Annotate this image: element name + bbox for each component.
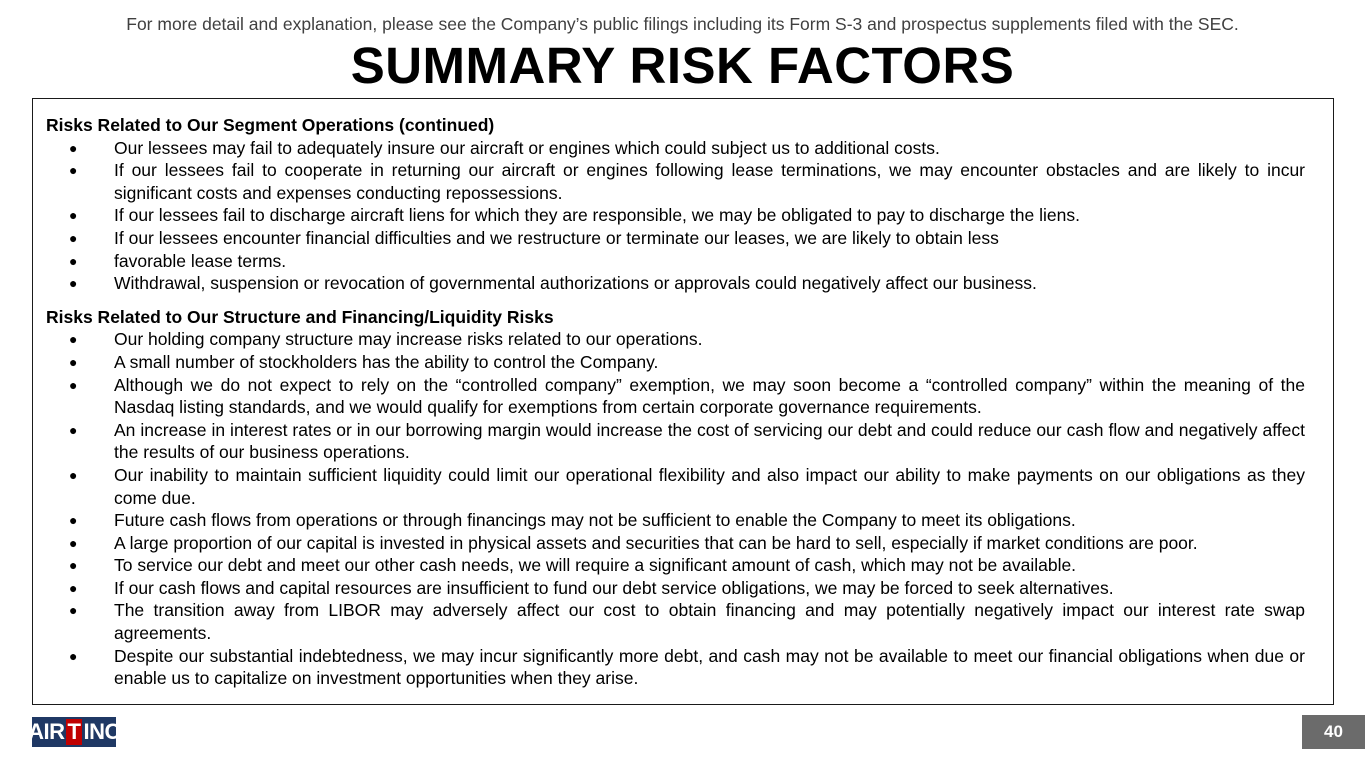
bullet-icon: ● bbox=[69, 376, 78, 393]
bullet-icon: ● bbox=[69, 252, 78, 269]
list-item bbox=[46, 137, 1305, 160]
bullet-icon: ● bbox=[69, 647, 78, 664]
bullet-icon: ● bbox=[69, 421, 78, 438]
list-item-text: Our holding company structure may increase risks related to our operations. bbox=[114, 329, 703, 350]
list-item-text: Our lessees may fail to adequately insure our aircraft or engines which could subject us to additional costs. bbox=[114, 137, 940, 158]
list-item bbox=[46, 374, 1305, 419]
list-item bbox=[46, 351, 1305, 374]
disclaimer-text: For more detail and explanation, please see the Company’s public filings including its Form S-3 and prospectus supplements filed with the SEC. bbox=[126, 14, 1239, 34]
bullet-icon: ● bbox=[69, 353, 78, 370]
section-heading: Risks Related to Our Segment Operations (continued) bbox=[46, 115, 495, 135]
list-item bbox=[46, 577, 1305, 600]
list-item bbox=[46, 464, 1305, 509]
list-item bbox=[46, 419, 1305, 464]
list-item-text: A large proportion of our capital is invested in physical assets and securities that can be hard to sell, especially if market conditions are poor. bbox=[114, 532, 1198, 553]
list-item bbox=[46, 328, 1305, 351]
list-item-text: Our inability to maintain sufficient liquidity could limit our operational flexibility and also impact our ability to make payments on our obligations as they come due. bbox=[114, 464, 1305, 508]
bullet-icon: ● bbox=[69, 466, 78, 483]
list-item-text: The transition away from LIBOR may adversely affect our cost to obtain financing and may potentially negatively impact our interest rate swap agreements. bbox=[114, 600, 1305, 644]
risk-factors-box bbox=[32, 98, 1334, 705]
list-item bbox=[46, 509, 1305, 532]
bullet-icon: ● bbox=[69, 139, 78, 156]
list-item-text: If our lessees fail to cooperate in returning our aircraft or engines following lease terminations, we may encounter obstacles and are likely to incur significant costs and expenses conducting repossessions. bbox=[114, 160, 1305, 203]
section-heading: Risks Related to Our Structure and Financing/Liquidity Risks bbox=[46, 306, 554, 327]
list-item bbox=[46, 599, 1305, 644]
list-item-text: To service our debt and meet our other cash needs, we will require a significant amount of cash, which may not be available. bbox=[114, 555, 1077, 576]
section-segment-operations bbox=[46, 114, 1305, 295]
bullet-icon: ● bbox=[69, 162, 78, 179]
bullet-icon: ● bbox=[69, 229, 78, 246]
list-item-text: Withdrawal, suspension or revocation of governmental authorizations or approvals could negatively affect our business. bbox=[114, 273, 1037, 294]
list-item-text: If our lessees fail to discharge aircraft liens for which they are responsible, we may be obligated to pay to discharge the liens. bbox=[114, 205, 1080, 226]
list-item-text: Despite our substantial indebtedness, we may incur significantly more debt, and cash may not be available to meet our financial obligations when due or enable us to capitalize on investment opportunities when they arise. bbox=[114, 645, 1305, 689]
list-item bbox=[46, 645, 1305, 690]
list-item bbox=[46, 204, 1305, 227]
list-item bbox=[46, 272, 1305, 295]
list-item-text: Although we do not expect to rely on the “controlled company” exemption, we may soon become a “controlled company” within the meaning of the Nasdaq listing standards, and we would qualify for exemptions from certain corporate governance requirements. bbox=[114, 374, 1305, 418]
list-item bbox=[46, 554, 1305, 577]
bullet-icon: ● bbox=[69, 579, 78, 596]
bullet-icon: ● bbox=[69, 275, 78, 292]
risk-list bbox=[46, 137, 1305, 295]
bullet-icon: ● bbox=[69, 512, 78, 529]
logo-text-left: AIR bbox=[28, 719, 65, 744]
page-title: SUMMARY RISK FACTORS bbox=[350, 37, 1015, 94]
list-item-text: An increase in interest rates or in our borrowing margin would increase the cost of servicing our debt and could reduce our cash flow and negatively affect the results of our business operations. bbox=[114, 419, 1305, 463]
list-item-text: If our cash flows and capital resources are insufficient to fund our debt service obligations, we may be forced to seek alternatives. bbox=[114, 577, 1114, 598]
list-item-text: A small number of stockholders has the ability to control the Company. bbox=[114, 351, 659, 372]
bullet-icon: ● bbox=[69, 207, 78, 224]
bullet-icon: ● bbox=[69, 557, 78, 574]
list-item bbox=[46, 159, 1305, 204]
page-number: 40 bbox=[1302, 715, 1365, 749]
logo-text-right: INC bbox=[83, 719, 120, 744]
logo-text-mid: T bbox=[67, 719, 81, 744]
list-item-text: favorable lease terms. bbox=[114, 250, 287, 271]
bullet-icon: ● bbox=[69, 534, 78, 551]
bullet-icon: ● bbox=[69, 331, 78, 348]
risk-list bbox=[46, 328, 1305, 690]
list-item-text: If our lessees encounter financial difficulties and we restructure or terminate our leases, we are likely to obtain less bbox=[114, 227, 999, 248]
list-item-text: Future cash flows from operations or through financings may not be sufficient to enable the Company to meet its obligations. bbox=[114, 510, 1076, 531]
company-logo bbox=[28, 717, 120, 747]
bullet-icon: ● bbox=[69, 602, 78, 619]
list-item bbox=[46, 532, 1305, 555]
section-structure-financing bbox=[46, 306, 1305, 690]
list-item bbox=[46, 250, 1305, 273]
list-item bbox=[46, 227, 1305, 250]
